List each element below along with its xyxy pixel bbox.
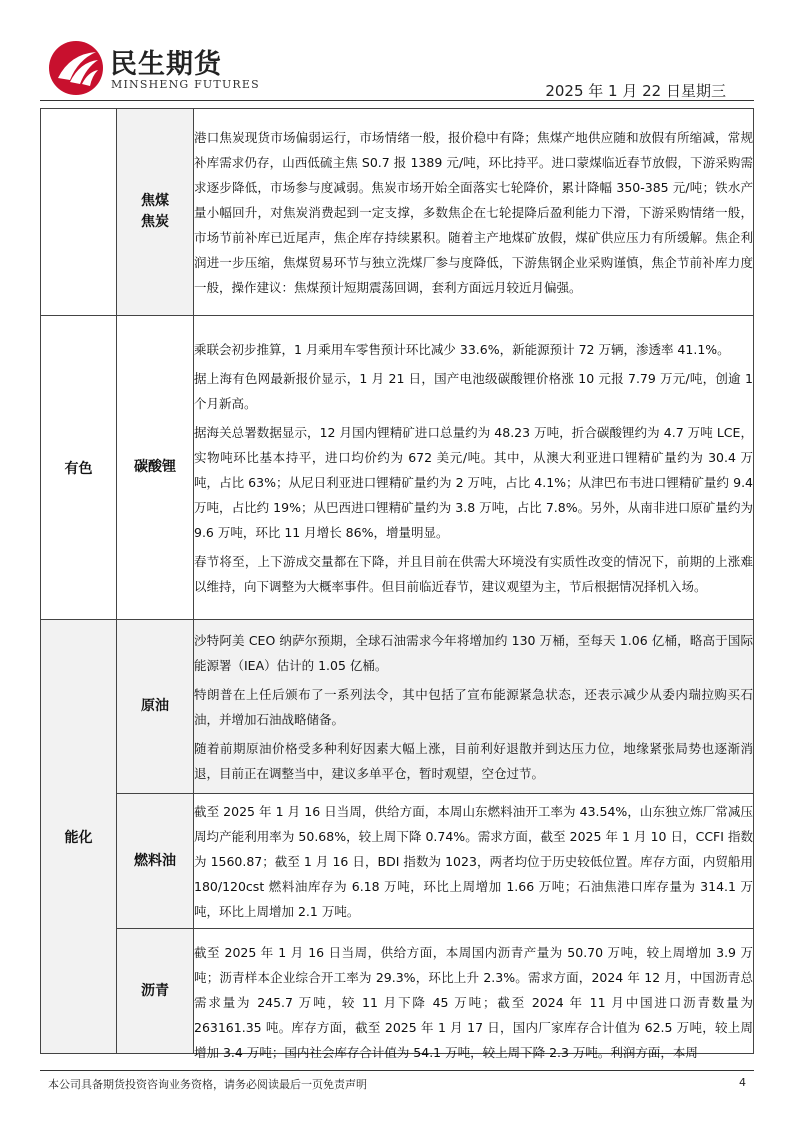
paragraph: 截至 2025 年 1 月 16 日当周，供给方面，本周国内沥青产量为 50.70 万吨，较上周增加 3.9 万吨；沥青样本企业综合开工率为 29.3%，环比上升 2.3%。需求方面，2024 年 12 月，中国沥青总需求量为 245.7 万吨，较 11 月下降 45 万吨；截至 2024 年 11 月中国进口沥青数量为 263161.35 吨。库存方面，截至 2025 年 1 月 17 日，国内厂家库存合计值为 62.5 万吨，较上周增加 3.4 万吨；国内社会库存合计值为 54.1 万吨，较上周下降 2.3 万吨。利润方面，本周 xyxy=(194,944,753,1060)
paragraph: 特朗普在上任后颁布了一系列法令，其中包括了宣布能源紧急状态，还表示减少从委内瑞拉购买石油，并增加石油战略储备。 xyxy=(194,686,753,727)
footer-divider xyxy=(40,1070,754,1071)
table-row xyxy=(41,929,754,1054)
table-row xyxy=(41,316,754,620)
paragraph: 随着前期原油价格受多种利好因素大幅上涨，目前利好退散并到达压力位，地缘紧张局势也逐渐消退，目前正在调整当中，建议多单平仓，暂时观望，空仓过节。 xyxy=(194,740,753,781)
header-divider xyxy=(40,100,754,101)
content-coke xyxy=(194,109,754,316)
content-asphalt xyxy=(194,929,754,1060)
brand-name-en: MINSHENG FUTURES xyxy=(111,78,260,91)
paragraph: 乘联会初步推算，1 月乘用车零售预计环比减少 33.6%，新能源预计 72 万辆，渗透率 41.1%。 xyxy=(194,341,730,357)
subcategory-asphalt: 沥青 xyxy=(117,929,194,1054)
table-row xyxy=(41,109,754,316)
category-cell-empty xyxy=(41,109,117,316)
paragraph: 据海关总署数据显示，12 月国内锂精矿进口总量约为 48.23 万吨，折合碳酸锂约为 4.7 万吨 LCE，实物吨环比基本持平，进口均价约为 672 美元/吨。其中，从澳大利亚进口锂精矿量约为 30.4 万吨，占比 63%；从尼日利亚进口锂精矿量约为 2 万吨，占比 4.1%；从津巴布韦进口锂精矿量约 9.4 万吨，占比约 19%；从巴西进口锂精矿量约为 3.8 万吨，占比 7.8%。另外，从南非进口原矿量约为 9.6 万吨，环比 11 月增长 86%，增量明显。 xyxy=(194,424,753,540)
paragraph: 截至 2025 年 1 月 16 日当周，供给方面，本周山东燃料油开工率为 43.54%，山东独立炼厂常减压周均产能利用率为 50.68%，较上周下降 0.74%。需求方面，截至 2025 年 1 月 10 日，CCFI 指数为 1560.87；截至 1 月 16 日，BDI 指数为 1023，两者均位于历史较低位置。库存方面，内贸船用 180/120cst 燃料油库存为 6.18 万吨，环比上周增加 1.66 万吨；石油焦港口库存量为 314.1 万吨，环比上周增加 2.1 万吨。 xyxy=(194,803,753,919)
paragraph: 春节将至，上下游成交量都在下降，并且目前在供需大环境没有实质性改变的情况下，前期的上涨难以维持，向下调整为大概率事件。但目前临近春节，建议观望为主，节后根据情况择机入场。 xyxy=(194,553,753,594)
footer-disclaimer: 本公司具备期货投资咨询业务资格，请务必阅读最后一页免责声明 xyxy=(48,1078,367,1091)
commodity-table xyxy=(40,108,754,1060)
minsheng-logo-icon xyxy=(48,40,104,96)
category-nonferrous: 有色 xyxy=(41,316,117,620)
subcategory-crude-oil: 原油 xyxy=(117,620,194,794)
page-number: 4 xyxy=(739,1076,746,1089)
category-energy-chemicals: 能化 xyxy=(41,620,117,1054)
table-row xyxy=(41,794,754,929)
table-row xyxy=(41,620,754,794)
brand-name-cn: 民生期货 xyxy=(110,49,222,80)
paragraph: 据上海有色网最新报价显示，1 月 21 日，国产电池级碳酸锂价格涨 10 元报 7.79 万元/吨，创逾 1 个月新高。 xyxy=(194,370,753,411)
content-fuel-oil xyxy=(194,794,754,929)
page-header xyxy=(40,36,754,100)
paragraph: 沙特阿美 CEO 纳萨尔预期，全球石油需求今年将增加约 130 万桶，至每天 1.06 亿桶，略高于国际能源署（IEA）估计的 1.05 亿桶。 xyxy=(194,632,753,673)
paragraph: 港口焦炭现货市场偏弱运行，市场情绪一般，报价稳中有降；焦煤产地供应随和放假有所缩减，常规补库需求仍存，山西低硫主焦 S0.7 报 1389 元/吨，环比持平。进口蒙煤临近春节放假，下游采购需求逐步降低，市场参与度减弱。焦炭市场开始全面落实七轮降价，累计降幅 350-385 元/吨；铁水产量小幅回升，对焦炭消费起到一定支撑，多数焦企在七轮提降后盈利能力下滑，下游采购情绪一般，市场节前补库已近尾声，焦企库存持续累积。随着主产地煤矿放假，煤矿供应压力有所缓解。焦企利润进一步压缩，焦煤贸易环节与独立洗煤厂参与度降低，下游焦钢企业采购谨慎，焦企节前补库力度一般，操作建议：焦煤预计短期震荡回调，套利方面远月较近月偏强。 xyxy=(194,129,753,295)
subcategory-fuel-oil: 燃料油 xyxy=(117,794,194,929)
content-clip xyxy=(194,940,753,1060)
subcategory-label: 焦煤 焦炭 xyxy=(141,193,169,230)
subcategory-lithium-carbonate: 碳酸锂 xyxy=(117,316,194,620)
subcategory-coke xyxy=(117,109,194,316)
report-date: 2025 年 1 月 22 日星期三 xyxy=(545,82,726,100)
content-lithium-carbonate xyxy=(194,316,754,620)
content-crude-oil xyxy=(194,620,754,794)
